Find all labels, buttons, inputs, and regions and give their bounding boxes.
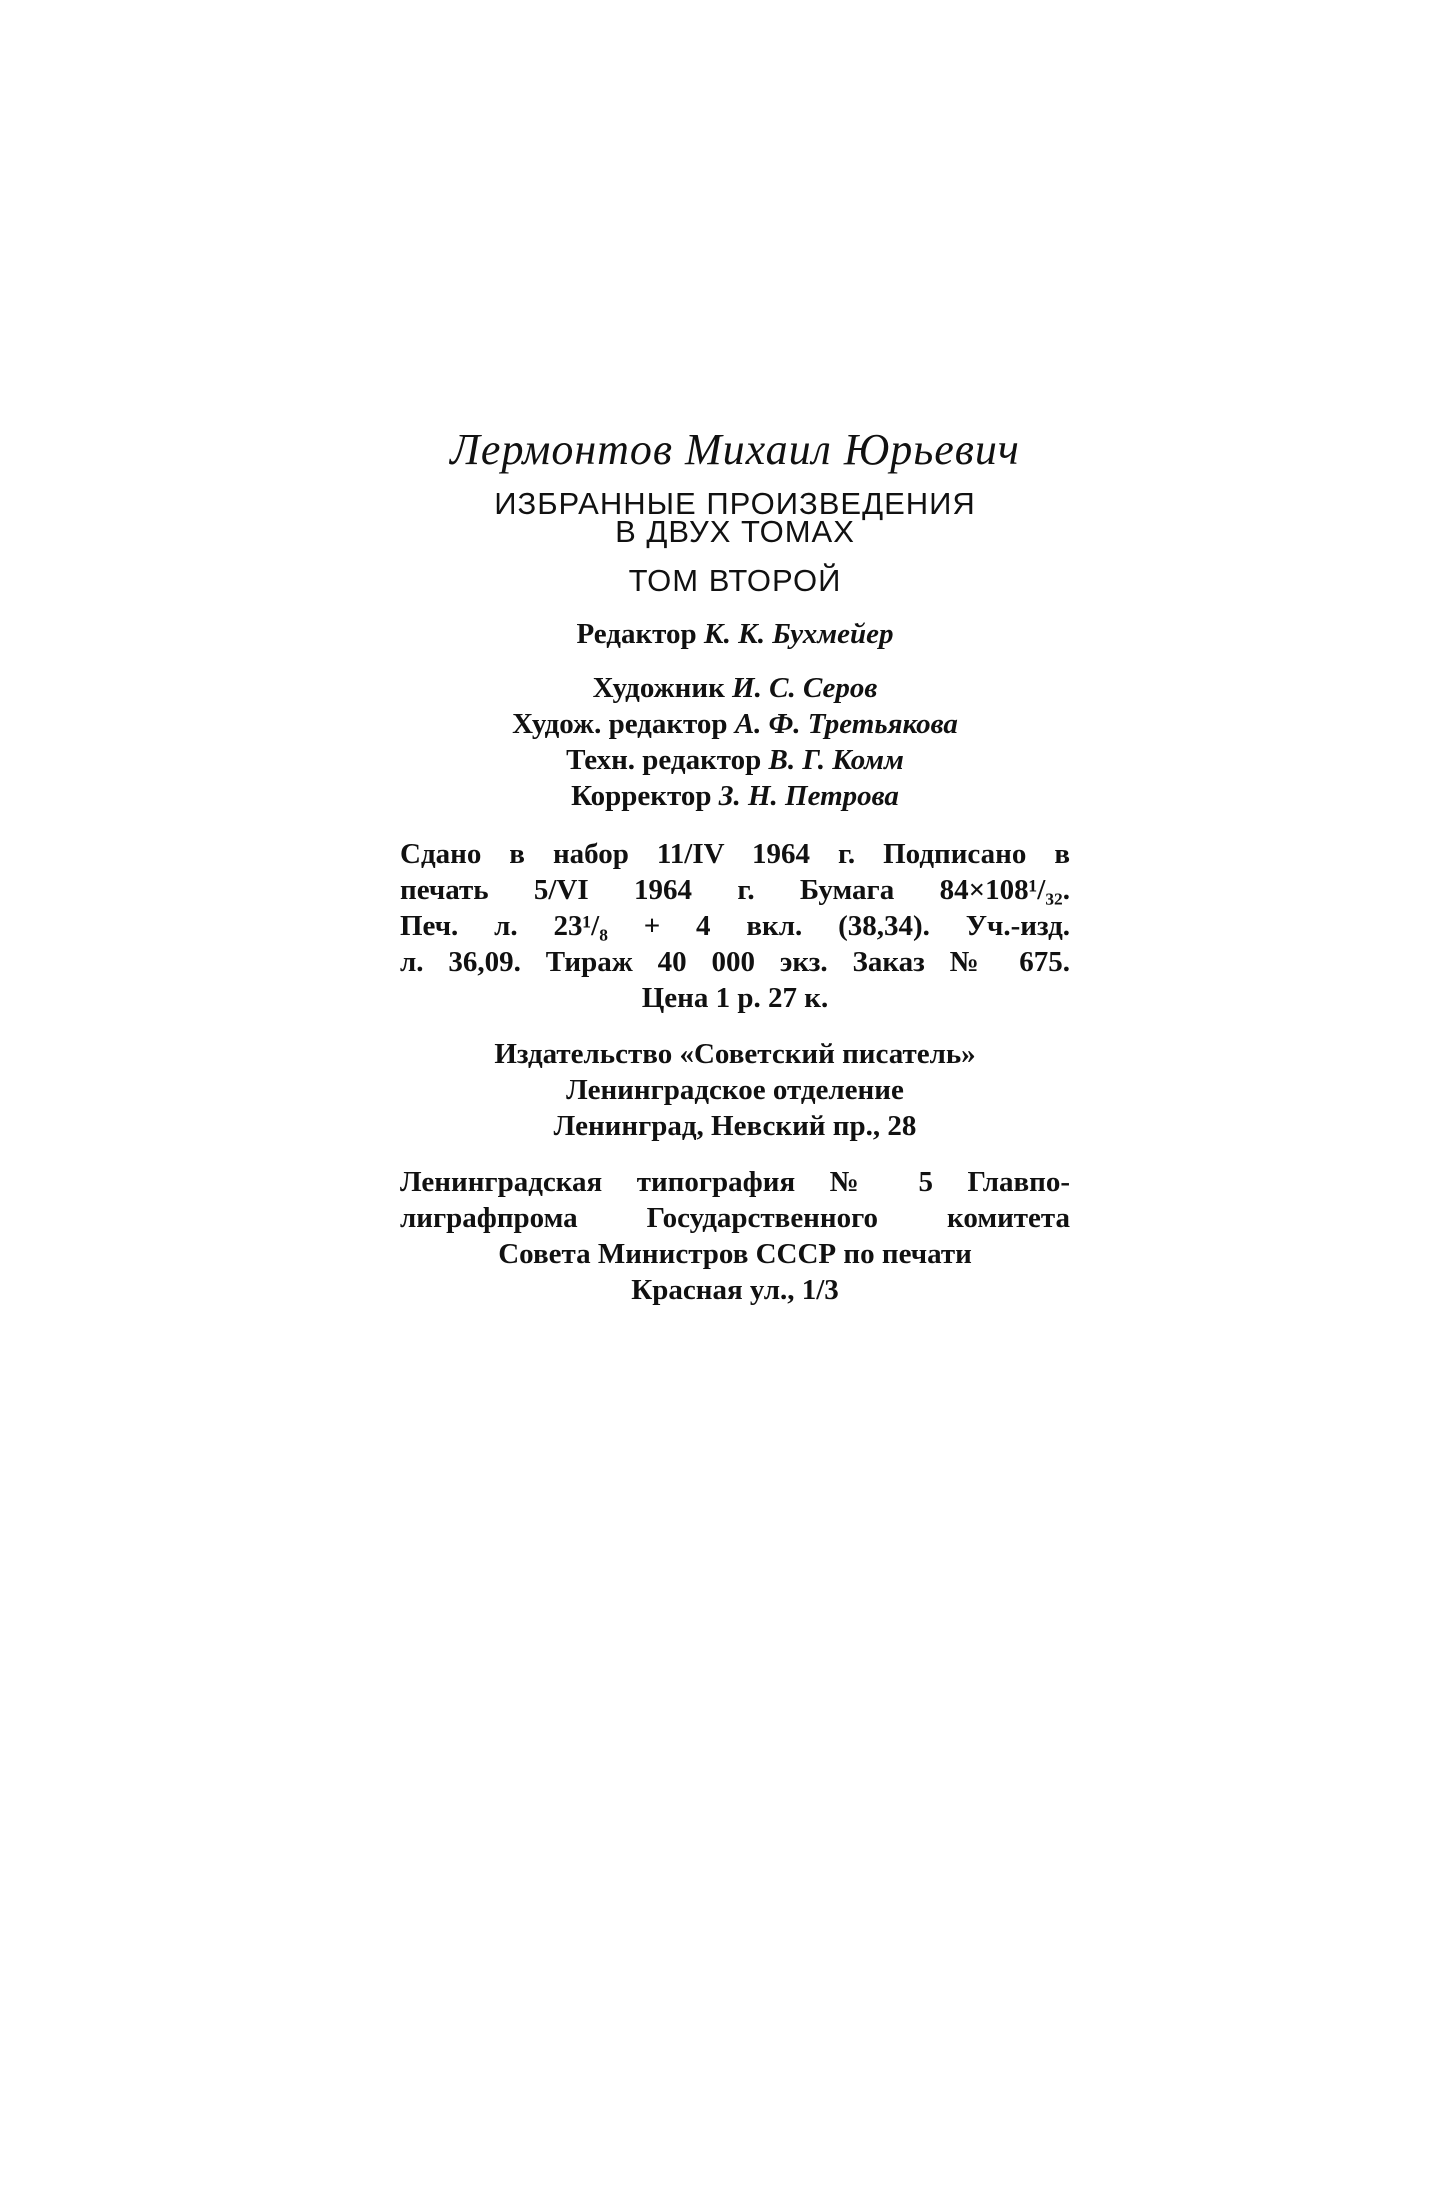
print-details-line-1: Сдано в набор 11/IV 1964 г. Подписано в (400, 838, 1070, 870)
credit-person: В. Г. Комм (768, 744, 904, 776)
volume-label: ТОМ ВТОРОЙ (628, 563, 842, 598)
book-title-line-1: ИЗБРАННЫЕ ПРОИЗВЕДЕНИЯ (494, 486, 976, 521)
credit-role: Техн. редактор (566, 744, 762, 776)
credit-art-editor (400, 706, 1070, 742)
printer-line-2: лиграфпрома Государственного комитета (400, 1202, 1070, 1234)
print-details-line-4: л. 36,09. Тираж 40 000 экз. Заказ № 675. (400, 946, 1070, 978)
printer-line-1: Ленинградская типография № 5 Главпо- (400, 1166, 1070, 1198)
credit-tech-editor (400, 742, 1070, 778)
credit-role: Худож. редактор (512, 708, 728, 740)
publisher-name: Издательство «Советский писатель» (494, 1038, 976, 1070)
book-title-line-2: В ДВУХ ТОМАХ (615, 514, 855, 549)
credit-artist (400, 670, 1070, 706)
credit-role: Редактор (576, 618, 697, 650)
credit-person: А. Ф. Третьякова (734, 708, 958, 740)
credit-editor (400, 616, 1070, 652)
credit-proofreader (400, 778, 1070, 814)
print-details-line-2: печать 5/VI 1964 г. Бумага 84×108¹/₃₂. (400, 874, 1070, 906)
author-name: Лермонтов Михаил Юрьевич (450, 425, 1020, 474)
credit-person: К. К. Бухмейер (703, 618, 894, 650)
printer-line-3: Совета Министров СССР по печати (498, 1238, 972, 1270)
print-details-line-3: Печ. л. 23¹/₈ + 4 вкл. (38,34). Уч.-изд. (400, 910, 1070, 942)
publisher-branch: Ленинградское отделение (566, 1074, 904, 1106)
credit-person: И. С. Серов (732, 672, 878, 704)
credit-person: З. Н. Петрова (718, 780, 899, 812)
price-line: Цена 1 р. 27 к. (641, 982, 829, 1014)
credit-role: Корректор (571, 780, 712, 812)
printer-address: Красная ул., 1/3 (631, 1274, 839, 1306)
credit-role: Художник (592, 672, 725, 704)
publisher-address: Ленинград, Невский пр., 28 (553, 1110, 917, 1142)
